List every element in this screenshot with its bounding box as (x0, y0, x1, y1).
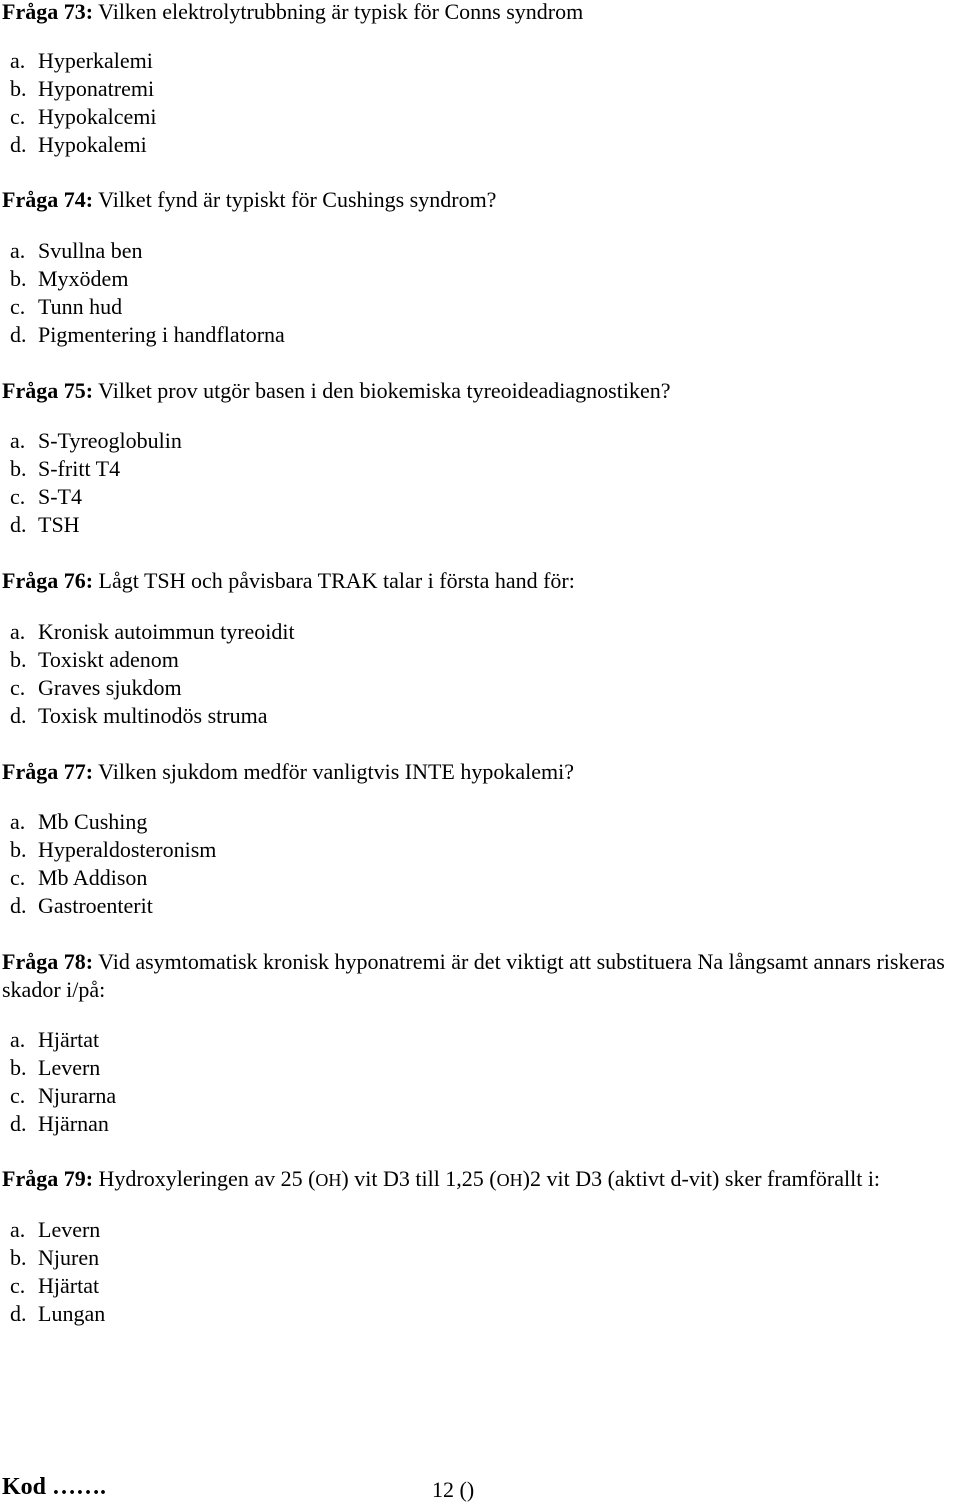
question-text: Vilket fynd är typiskt för Cushings syndrom? (93, 187, 497, 212)
option-78b: b. Levern (10, 1055, 101, 1080)
question-79 (2, 1165, 960, 1194)
question-text: Vilken sjukdom medför vanligtvis INTE hypokalemi? (93, 759, 575, 784)
option-79d: d. Lungan (10, 1301, 106, 1326)
option-74d: d. Pigmentering i handflatorna (10, 322, 285, 347)
question-label: Fråga 74: (2, 187, 94, 212)
question-label: Fråga 77: (2, 759, 94, 784)
question-label: Fråga 79: (2, 1166, 94, 1191)
option-76b: b. Toxiskt adenom (10, 647, 179, 672)
question-76 (2, 567, 960, 595)
question-74 (2, 186, 960, 214)
question-text: Lågt TSH och påvisbara TRAK talar i första hand för: (93, 568, 575, 593)
question-text-part: )2 vit D3 (aktivt d-vit) sker framförallt i: (522, 1166, 881, 1191)
option-78d: d. Hjärnan (10, 1111, 109, 1136)
question-73 (2, 0, 960, 26)
option-77b: b. Hyperaldosteronism (10, 837, 217, 862)
option-75c: c. S-T4 (10, 484, 82, 509)
option-74c: c. Tunn hud (10, 294, 123, 319)
question-label: Fråga 75: (2, 378, 94, 403)
option-76a: a. Kronisk autoimmun tyreoidit (10, 619, 295, 644)
option-77d: d. Gastroenterit (10, 893, 153, 918)
option-77a: a. Mb Cushing (10, 809, 148, 834)
option-78c: c. Njurarna (10, 1083, 117, 1108)
option-73a: a. Hyperkalemi (10, 48, 153, 73)
option-76c: c. Graves sjukdom (10, 675, 182, 700)
question-label: Fråga 76: (2, 568, 94, 593)
option-73b: b. Hyponatremi (10, 76, 155, 101)
option-75b: b. S-fritt T4 (10, 456, 121, 481)
footer-kod: Kod ……. (2, 1474, 107, 1500)
question-label: Fråga 73: (2, 0, 94, 24)
question-78 (2, 948, 960, 1004)
option-75a: a. S-Tyreoglobulin (10, 428, 182, 453)
option-73d: d. Hypokalemi (10, 132, 147, 157)
option-76d: d. Toxisk multinodös struma (10, 703, 268, 728)
question-text-part: Hydroxyleringen av 25 ( (93, 1166, 316, 1191)
option-73c: c. Hypokalcemi (10, 104, 157, 129)
question-text-part: ) vit D3 till 1,25 ( (341, 1166, 497, 1191)
option-77c: c. Mb Addison (10, 865, 148, 890)
option-74a: a. Svullna ben (10, 238, 143, 263)
option-78a: a. Hjärtat (10, 1027, 100, 1052)
question-text: Vid asymtomatisk kronisk hyponatremi är det viktigt att substituera Na långsamt annars riskeras skador i/på: (2, 949, 945, 1002)
page-number: 12 () (432, 1477, 475, 1502)
option-75d: d. TSH (10, 512, 80, 537)
question-77 (2, 758, 960, 786)
question-text-part: OH (315, 1170, 342, 1190)
question-text-part: OH (496, 1170, 523, 1190)
question-label: Fråga 78: (2, 949, 94, 974)
question-text: Vilket prov utgör basen i den biokemiska tyreoideadiagnostiken? (93, 378, 671, 403)
option-79c: c. Hjärtat (10, 1273, 100, 1298)
question-text: Vilken elektrolytrubbning är typisk för Conns syndrom (93, 0, 584, 24)
option-74b: b. Myxödem (10, 266, 129, 291)
question-75 (2, 377, 960, 405)
option-79a: a. Levern (10, 1217, 101, 1242)
option-79b: b. Njuren (10, 1245, 100, 1270)
